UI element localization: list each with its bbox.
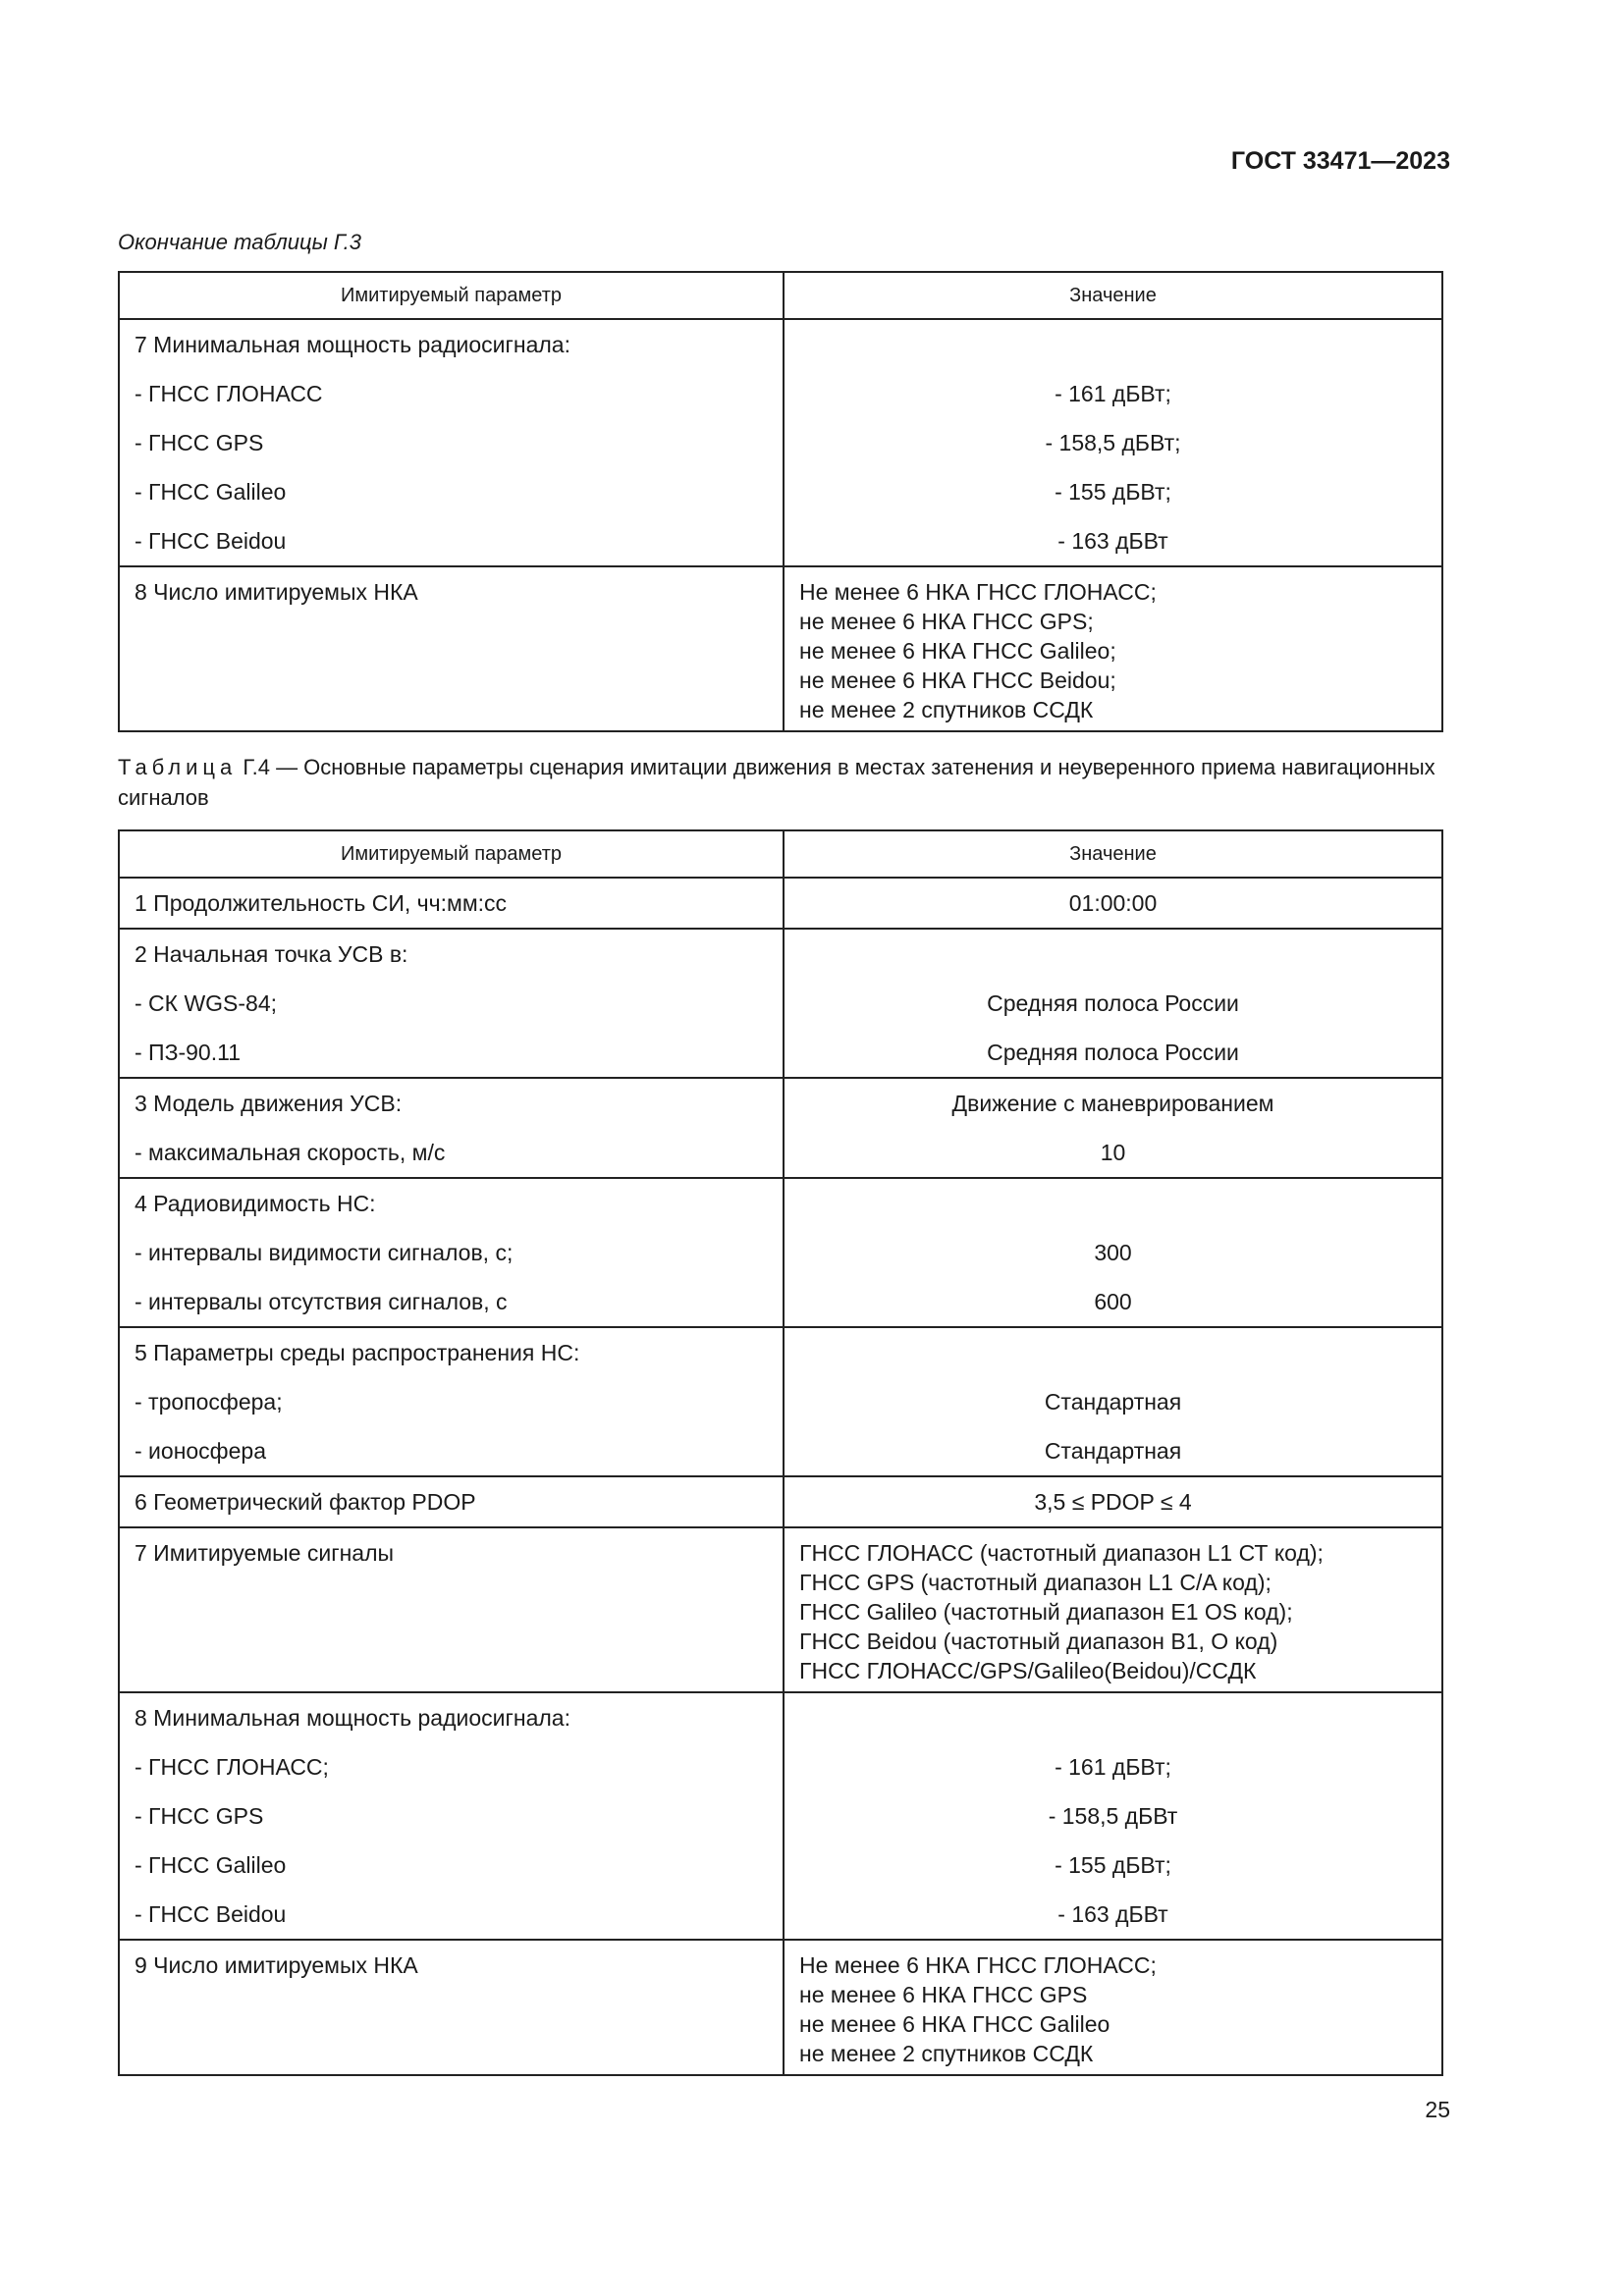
- value-line: не менее 6 НКА ГНСС Beidou;: [799, 667, 1116, 693]
- table-g3: [118, 271, 1443, 732]
- table-row: [119, 1476, 1442, 1527]
- value-line: ГНСС GPS (частотный диапазон L1 C/A код);: [799, 1570, 1272, 1595]
- row-label: - ГНСС Beidou: [135, 1901, 287, 1927]
- row-value: Стандартная: [1044, 1438, 1182, 1464]
- value-line: ГНСС ГЛОНАСС/GPS/Galileo(Beidou)/ССДК: [799, 1658, 1257, 1683]
- row-label: - ГНСС Beidou: [135, 528, 287, 554]
- row-value: - 155 дБВт;: [1055, 1852, 1171, 1878]
- row-label: - ГНСС GPS: [135, 1803, 264, 1829]
- value-line: не менее 6 НКА ГНСС GPS;: [799, 609, 1094, 634]
- row-value: - 161 дБВт;: [1055, 1754, 1171, 1780]
- value-line: Не менее 6 НКА ГНСС ГЛОНАСС;: [799, 579, 1157, 605]
- row-value: - 155 дБВт;: [1055, 479, 1171, 505]
- table-row: [119, 1692, 1442, 1940]
- document-code: ГОСТ 33471—2023: [1230, 147, 1450, 175]
- row-label: 1 Продолжительность СИ, чч:мм:сс: [135, 890, 508, 916]
- table-row: [119, 1327, 1442, 1476]
- value-line: ГНСС ГЛОНАСС (частотный диапазон L1 СТ код);: [799, 1540, 1324, 1566]
- row-value: Средняя полоса России: [987, 1040, 1239, 1065]
- caption-prefix: Таблица: [118, 755, 238, 779]
- row-value: 01:00:00: [1068, 890, 1158, 916]
- table-row: [119, 878, 1442, 929]
- column-header-value: Значение: [784, 830, 1442, 878]
- row-value: 3,5 ≤ PDOP ≤ 4: [1034, 1489, 1192, 1515]
- row-label: - ГНСС ГЛОНАСС: [135, 381, 323, 406]
- value-line: не менее 2 спутников ССДК: [799, 2041, 1094, 2066]
- row-label: - ГНСС ГЛОНАСС;: [135, 1754, 329, 1780]
- value-line: Не менее 6 НКА ГНСС ГЛОНАСС;: [799, 1952, 1157, 1978]
- row-value: - 163 дБВт: [1057, 1901, 1168, 1927]
- table-g4: [118, 829, 1443, 2076]
- table-g3-caption: Окончание таблицы Г.3: [118, 230, 361, 254]
- row-label: 6 Геометрический фактор PDOP: [135, 1489, 476, 1515]
- row-label: - ГНСС Galileo: [135, 479, 287, 505]
- row-value: - 163 дБВт: [1057, 528, 1168, 554]
- row-value: - 158,5 дБВт;: [1045, 430, 1181, 455]
- column-header-parameter: Имитируемый параметр: [119, 272, 784, 319]
- row-label: - интервалы отсутствия сигналов, с: [135, 1289, 508, 1314]
- table-row: [119, 1178, 1442, 1327]
- value-line: не менее 2 спутников ССДК: [799, 697, 1094, 722]
- row-title: 7 Минимальная мощность радиосигнала:: [135, 332, 570, 357]
- row-value: 10: [1100, 1140, 1126, 1165]
- row-value: Стандартная: [1044, 1389, 1182, 1415]
- multiline-value: [784, 1940, 1442, 2075]
- table-row: [119, 319, 1442, 566]
- row-title: 9 Число имитируемых НКА: [135, 1952, 418, 1978]
- value-line: не менее 6 НКА ГНСС GPS: [799, 1982, 1088, 2007]
- page-number: 25: [1425, 2097, 1450, 2122]
- row-value: - 161 дБВт;: [1055, 381, 1171, 406]
- row-value: Средняя полоса России: [987, 990, 1239, 1016]
- caption-text: Г.4 — Основные параметры сценария имитации движения в местах затенения и неуверенного приема навигационных сигналов: [118, 755, 1435, 810]
- row-value: 300: [1094, 1240, 1132, 1265]
- row-label: - ионосфера: [135, 1438, 266, 1464]
- value-line: не менее 6 НКА ГНСС Galileo;: [799, 638, 1116, 664]
- row-title: 2 Начальная точка УСВ в:: [135, 941, 408, 967]
- table-g4-caption: [118, 752, 1443, 813]
- column-header-parameter: Имитируемый параметр: [119, 830, 784, 878]
- row-value: - 158,5 дБВт: [1048, 1803, 1178, 1829]
- value-line: ГНСС Galileo (частотный диапазон E1 OS код);: [799, 1599, 1293, 1625]
- row-label: - интервалы видимости сигналов, с;: [135, 1240, 514, 1265]
- value-line: не менее 6 НКА ГНСС Galileo: [799, 2011, 1110, 2037]
- row-title: 4 Радиовидимость НС:: [135, 1191, 376, 1216]
- table-row: [119, 1527, 1442, 1692]
- row-title: 5 Параметры среды распространения НС:: [135, 1340, 580, 1365]
- value-line: ГНСС Beidou (частотный диапазон B1, О код): [799, 1629, 1278, 1654]
- multiline-value: [784, 566, 1442, 731]
- table-row: [119, 929, 1442, 1078]
- row-title: 8 Число имитируемых НКА: [135, 579, 418, 605]
- table-row: [119, 1940, 1442, 2075]
- row-label: - ГНСС Galileo: [135, 1852, 287, 1878]
- row-value: Движение с маневрированием: [951, 1091, 1274, 1116]
- row-label: - максимальная скорость, м/с: [135, 1140, 446, 1165]
- table-row: [119, 566, 1442, 731]
- row-label: - СК WGS-84;: [135, 990, 278, 1016]
- column-header-value: Значение: [784, 272, 1442, 319]
- row-title: 8 Минимальная мощность радиосигнала:: [135, 1705, 570, 1731]
- row-label: - ПЗ-90.11: [135, 1040, 241, 1065]
- table-row: [119, 1078, 1442, 1178]
- row-title: 3 Модель движения УСВ:: [135, 1091, 403, 1116]
- row-label: - ГНСС GPS: [135, 430, 264, 455]
- row-title: 7 Имитируемые сигналы: [135, 1540, 395, 1566]
- row-label: - тропосфера;: [135, 1389, 283, 1415]
- row-value: 600: [1094, 1289, 1132, 1314]
- multiline-value: [784, 1527, 1442, 1692]
